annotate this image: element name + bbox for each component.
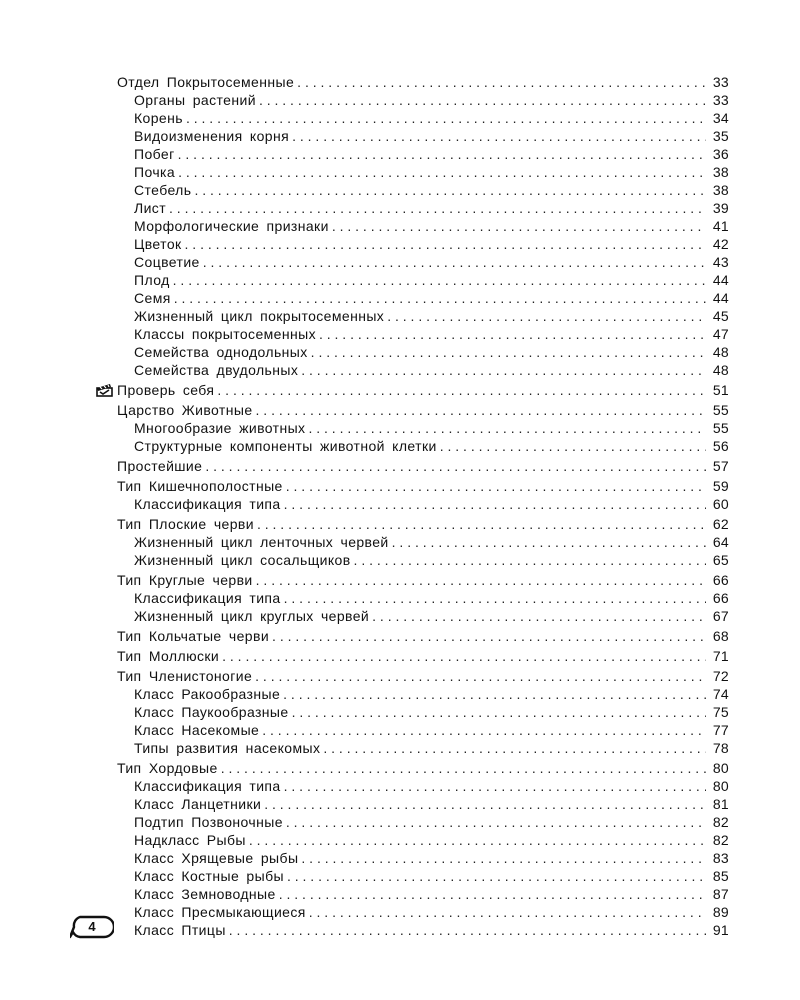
toc-title: Корень bbox=[134, 110, 183, 126]
toc-title: Семейства однодольных bbox=[134, 344, 308, 360]
toc-page-number: 48 bbox=[712, 344, 729, 360]
dot-leader bbox=[301, 849, 706, 867]
toc-page-number: 38 bbox=[712, 182, 729, 198]
toc-title: Тип Кишечнополостные bbox=[117, 478, 283, 494]
toc-title: Тип Круглые черви bbox=[117, 572, 253, 588]
toc-title: Морфологические признаки bbox=[134, 218, 329, 234]
toc-subentry bbox=[117, 813, 729, 831]
dot-leader bbox=[173, 271, 706, 289]
toc-title: Семейства двудольных bbox=[134, 362, 299, 378]
toc-page-number: 39 bbox=[712, 200, 729, 216]
toc-subentry bbox=[117, 777, 729, 795]
toc-page-number: 45 bbox=[712, 308, 729, 324]
dot-leader bbox=[256, 571, 706, 589]
toc-page-number: 38 bbox=[712, 164, 729, 180]
toc-title: Класс Хрящевые рыбы bbox=[134, 850, 299, 866]
toc-title: Класс Костные рыбы bbox=[134, 868, 284, 884]
dot-leader bbox=[169, 199, 706, 217]
dot-leader bbox=[284, 589, 706, 607]
dot-leader bbox=[272, 627, 706, 645]
toc-section-entry bbox=[117, 627, 729, 645]
toc-title: Царство Животные bbox=[117, 402, 253, 418]
toc-page-number: 62 bbox=[712, 516, 729, 532]
dot-leader bbox=[286, 477, 706, 495]
toc-title: Класс Земноводные bbox=[134, 886, 276, 902]
toc-title: Стебель bbox=[134, 182, 192, 198]
toc-subentry bbox=[117, 419, 729, 437]
toc-title: Класс Ракообразные bbox=[134, 686, 281, 702]
toc-page-number: 75 bbox=[712, 704, 729, 720]
toc-page-number: 83 bbox=[712, 850, 729, 866]
dot-leader bbox=[292, 703, 706, 721]
toc-page-number: 57 bbox=[712, 458, 729, 474]
toc-title: Класс Насекомые bbox=[134, 722, 260, 738]
dot-leader bbox=[284, 777, 706, 795]
toc-title: Побег bbox=[134, 146, 175, 162]
toc-title: Тип Кольчатые черви bbox=[117, 628, 270, 644]
toc-title: Типы развития насекомых bbox=[134, 740, 321, 756]
toc-subentry bbox=[117, 127, 729, 145]
dot-leader bbox=[311, 343, 706, 361]
toc-title: Отдел Покрытосеменные bbox=[117, 74, 295, 90]
dot-leader bbox=[185, 235, 706, 253]
toc-subentry bbox=[117, 607, 729, 625]
toc-page-number: 34 bbox=[712, 110, 729, 126]
dot-leader bbox=[259, 91, 706, 109]
toc-title: Жизненный цикл круглых червей bbox=[134, 608, 370, 624]
toc-page-number: 66 bbox=[712, 590, 729, 606]
toc-title: Почка bbox=[134, 164, 176, 180]
toc-page-number: 41 bbox=[712, 218, 729, 234]
toc-title: Тип Плоские черви bbox=[117, 516, 254, 532]
table-of-contents bbox=[117, 73, 729, 939]
toc-subentry bbox=[117, 361, 729, 379]
dot-leader bbox=[283, 685, 706, 703]
toc-page-number: 66 bbox=[712, 572, 729, 588]
toc-title: Органы растений bbox=[134, 92, 256, 108]
toc-subentry bbox=[117, 91, 729, 109]
dot-leader bbox=[440, 437, 706, 455]
dot-leader bbox=[255, 667, 706, 685]
toc-subentry bbox=[117, 325, 729, 343]
dot-leader bbox=[387, 307, 706, 325]
toc-page-number: 48 bbox=[712, 362, 729, 378]
toc-page-number: 42 bbox=[712, 236, 729, 252]
dot-leader bbox=[205, 457, 706, 475]
toc-title: Лист bbox=[134, 200, 167, 216]
dot-leader bbox=[309, 903, 706, 921]
toc-title: Классы покрытосеменных bbox=[134, 326, 316, 342]
toc-subentry bbox=[117, 307, 729, 325]
toc-title: Классификация типа bbox=[134, 590, 281, 606]
toc-page-number: 51 bbox=[712, 382, 729, 398]
toc-subentry bbox=[117, 795, 729, 813]
toc-subentry bbox=[117, 685, 729, 703]
toc-subentry bbox=[117, 289, 729, 307]
toc-title: Класс Ланцетники bbox=[134, 796, 262, 812]
dot-leader bbox=[301, 361, 706, 379]
toc-page-number: 65 bbox=[712, 552, 729, 568]
toc-subentry bbox=[117, 885, 729, 903]
dot-leader bbox=[284, 495, 706, 513]
toc-title: Простейшие bbox=[117, 458, 203, 474]
dot-leader bbox=[297, 73, 706, 91]
toc-subentry bbox=[117, 831, 729, 849]
toc-subentry bbox=[117, 495, 729, 513]
toc-subentry bbox=[117, 163, 729, 181]
toc-title: Соцветие bbox=[134, 254, 200, 270]
dot-leader bbox=[174, 289, 706, 307]
toc-title: Тип Моллюски bbox=[117, 648, 220, 664]
toc-section-entry bbox=[117, 667, 729, 685]
toc-page-number: 72 bbox=[712, 668, 729, 684]
toc-page-number: 82 bbox=[712, 814, 729, 830]
toc-page-number: 74 bbox=[712, 686, 729, 702]
toc-page-number: 71 bbox=[712, 648, 729, 664]
dot-leader bbox=[178, 163, 706, 181]
toc-subentry bbox=[117, 921, 729, 939]
dot-leader bbox=[323, 739, 706, 757]
toc-title: Семя bbox=[134, 290, 171, 306]
toc-page-number: 44 bbox=[712, 272, 729, 288]
toc-title: Тип Хордовые bbox=[117, 760, 218, 776]
dot-leader bbox=[308, 419, 706, 437]
toc-section-entry bbox=[117, 457, 729, 475]
toc-title: Структурные компоненты животной клетки bbox=[134, 438, 437, 454]
dot-leader bbox=[292, 127, 706, 145]
toc-title: Надкласс Рыбы bbox=[134, 832, 246, 848]
toc-page-number: 82 bbox=[712, 832, 729, 848]
toc-page-number: 43 bbox=[712, 254, 729, 270]
toc-subentry bbox=[117, 551, 729, 569]
page-number: 4 bbox=[88, 919, 96, 934]
toc-page-number: 36 bbox=[712, 146, 729, 162]
toc-subentry bbox=[117, 145, 729, 163]
dot-leader bbox=[186, 109, 706, 127]
toc-page-number: 47 bbox=[712, 326, 729, 342]
dot-leader bbox=[229, 921, 706, 939]
toc-page-number: 64 bbox=[712, 534, 729, 550]
toc-subentry bbox=[117, 217, 729, 235]
toc-page-number: 91 bbox=[712, 922, 729, 938]
page-number-badge bbox=[70, 915, 114, 939]
toc-title: Класс Пресмыкающиеся bbox=[134, 904, 306, 920]
dot-leader bbox=[287, 867, 706, 885]
toc-section-entry bbox=[117, 515, 729, 533]
dot-leader bbox=[217, 381, 706, 399]
toc-title: Видоизменения корня bbox=[134, 128, 290, 144]
toc-section-entry bbox=[117, 381, 729, 399]
toc-page-number: 59 bbox=[712, 478, 729, 494]
toc-subentry bbox=[117, 589, 729, 607]
dot-leader bbox=[222, 647, 706, 665]
toc-section-entry bbox=[117, 73, 729, 91]
toc-page-number: 33 bbox=[712, 74, 729, 90]
toc-title: Жизненный цикл покрытосеменных bbox=[134, 308, 385, 324]
toc-title: Классификация типа bbox=[134, 778, 281, 794]
toc-page-number: 60 bbox=[712, 496, 729, 512]
dot-leader bbox=[249, 831, 706, 849]
toc-page-number: 44 bbox=[712, 290, 729, 306]
toc-subentry bbox=[117, 721, 729, 739]
dot-leader bbox=[286, 813, 706, 831]
toc-subentry bbox=[117, 533, 729, 551]
dot-leader bbox=[221, 759, 706, 777]
toc-title: Класс Птицы bbox=[134, 922, 226, 938]
toc-page-number: 68 bbox=[712, 628, 729, 644]
toc-title: Проверь себя bbox=[117, 382, 215, 398]
toc-page-number: 35 bbox=[712, 128, 729, 144]
dot-leader bbox=[319, 325, 706, 343]
toc-title: Подтип Позвоночные bbox=[134, 814, 283, 830]
dot-leader bbox=[264, 795, 706, 813]
toc-section-entry bbox=[117, 571, 729, 589]
toc-subentry bbox=[117, 253, 729, 271]
dot-leader bbox=[256, 401, 706, 419]
toc-section-entry bbox=[117, 647, 729, 665]
dot-leader bbox=[203, 253, 706, 271]
dot-leader bbox=[332, 217, 706, 235]
dot-leader bbox=[257, 515, 706, 533]
toc-title: Классификация типа bbox=[134, 496, 281, 512]
toc-title: Тип Членистоногие bbox=[117, 668, 253, 684]
toc-page-number: 55 bbox=[712, 420, 729, 436]
toc-subentry bbox=[117, 235, 729, 253]
toc-page-number: 80 bbox=[712, 778, 729, 794]
toc-subentry bbox=[117, 903, 729, 921]
dot-leader bbox=[354, 551, 706, 569]
toc-subentry bbox=[117, 181, 729, 199]
toc-section-entry bbox=[117, 401, 729, 419]
dot-leader bbox=[392, 533, 706, 551]
toc-title: Жизненный цикл ленточных червей bbox=[134, 534, 389, 550]
toc-title: Многообразие животных bbox=[134, 420, 306, 436]
toc-title: Плод bbox=[134, 272, 170, 288]
dot-leader bbox=[372, 607, 706, 625]
toc-page-number: 33 bbox=[712, 92, 729, 108]
toc-section-entry bbox=[117, 759, 729, 777]
toc-subentry bbox=[117, 849, 729, 867]
toc-page-number: 87 bbox=[712, 886, 729, 902]
toc-subentry bbox=[117, 437, 729, 455]
toc-page-number: 80 bbox=[712, 760, 729, 776]
toc-title: Цветок bbox=[134, 236, 182, 252]
toc-subentry bbox=[117, 867, 729, 885]
toc-subentry bbox=[117, 739, 729, 757]
toc-page-number: 77 bbox=[712, 722, 729, 738]
dot-leader bbox=[194, 181, 706, 199]
toc-title: Класс Паукообразные bbox=[134, 704, 289, 720]
toc-page-number: 78 bbox=[712, 740, 729, 756]
toc-subentry bbox=[117, 703, 729, 721]
toc-page-number: 81 bbox=[712, 796, 729, 812]
toc-section-entry bbox=[117, 477, 729, 495]
clapperboard-check-icon bbox=[96, 383, 114, 397]
dot-leader bbox=[178, 145, 706, 163]
toc-subentry bbox=[117, 109, 729, 127]
toc-page-number: 85 bbox=[712, 868, 729, 884]
toc-subentry bbox=[117, 271, 729, 289]
dot-leader bbox=[262, 721, 706, 739]
toc-subentry bbox=[117, 343, 729, 361]
toc-page-number: 67 bbox=[712, 608, 729, 624]
dot-leader bbox=[279, 885, 706, 903]
toc-subentry bbox=[117, 199, 729, 217]
toc-page-number: 55 bbox=[712, 402, 729, 418]
toc-page-number: 56 bbox=[712, 438, 729, 454]
toc-title: Жизненный цикл сосальщиков bbox=[134, 552, 351, 568]
toc-page-number: 89 bbox=[712, 904, 729, 920]
